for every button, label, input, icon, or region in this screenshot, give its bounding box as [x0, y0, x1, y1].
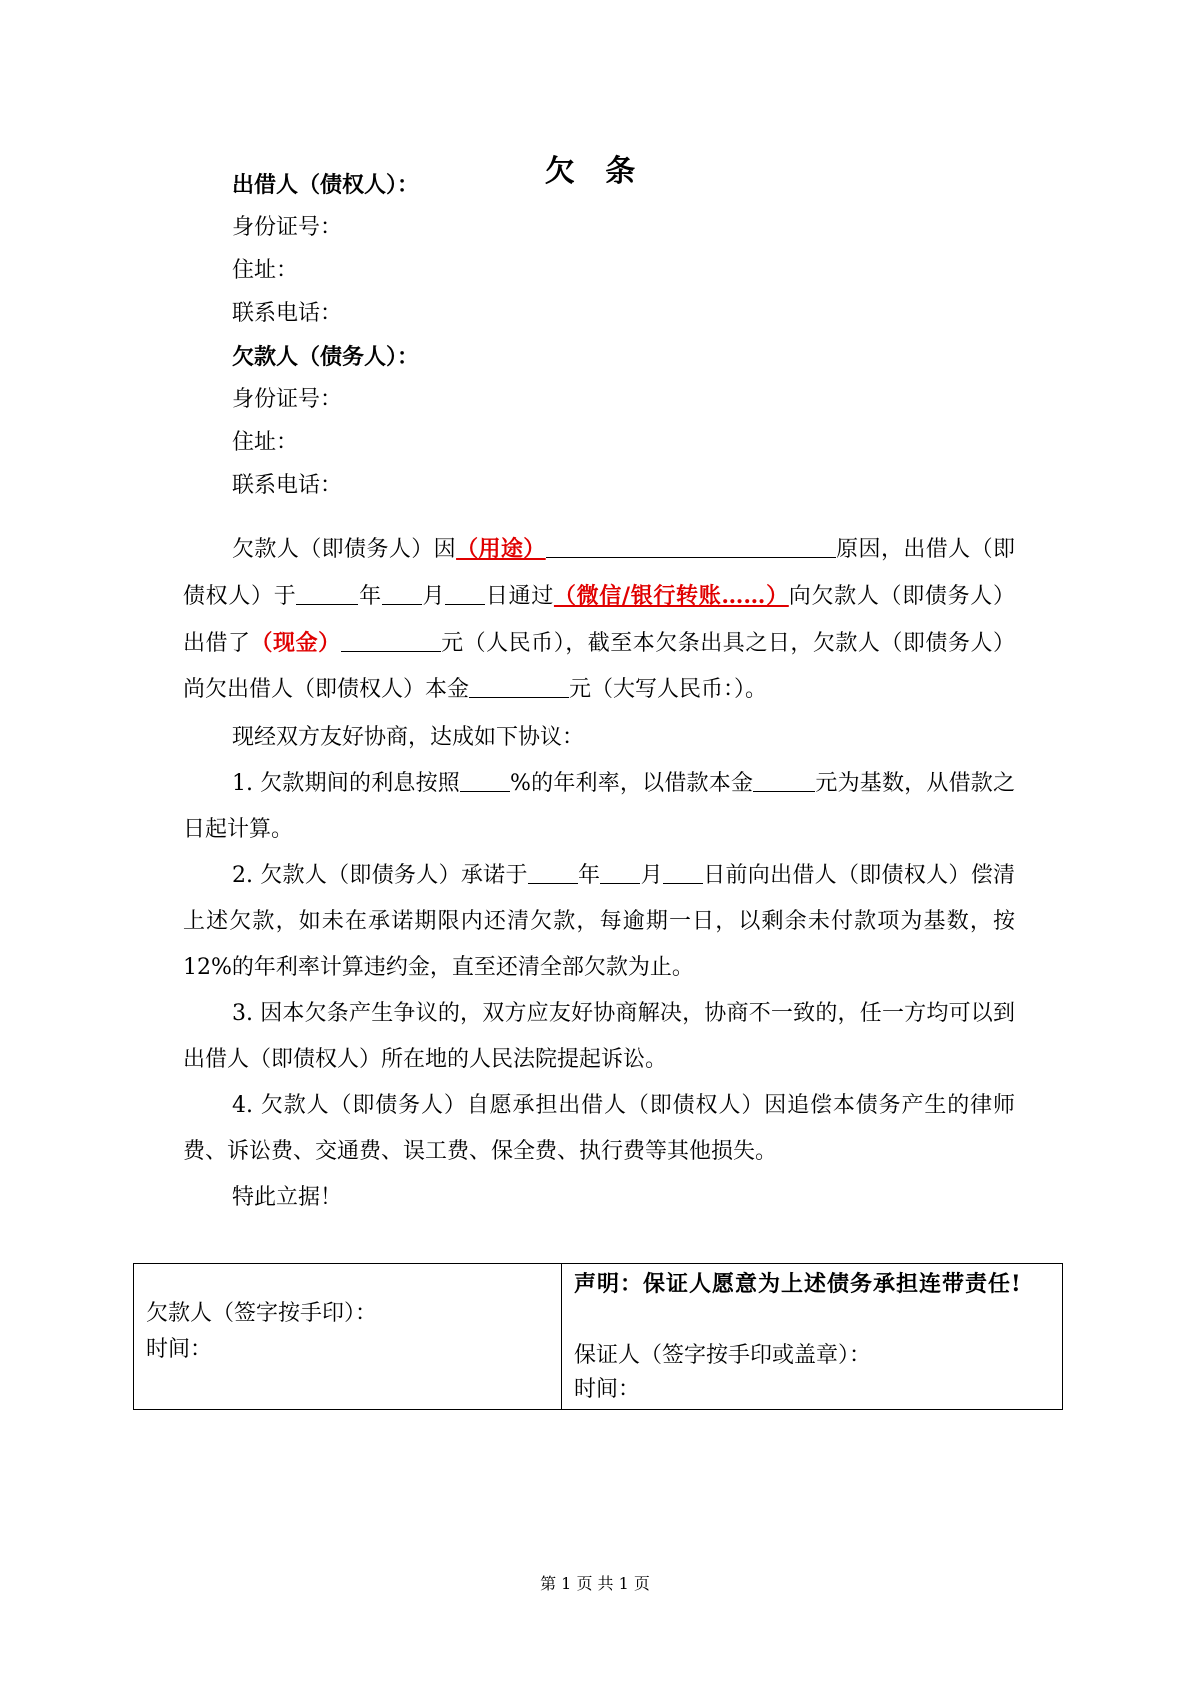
lender-phone-label: 联系电话：	[232, 301, 343, 326]
text-segment: 年	[358, 584, 382, 609]
purpose-placeholder: （用途）	[456, 536, 546, 562]
text-segment: 元为基数，从借款之日起计算。	[183, 771, 1015, 842]
borrower-id-label: 身份证号：	[232, 387, 343, 412]
amount-blank	[341, 627, 441, 652]
text-segment: 日通过	[485, 584, 554, 609]
borrower-address-label: 住址：	[232, 430, 299, 455]
guarantor-time-label: 时间：	[574, 1377, 641, 1402]
text-segment: %的年利率，以借款本金	[510, 771, 754, 796]
agreement-intro: 现经双方友好协商，达成如下协议：	[232, 725, 585, 750]
repay-month-blank	[600, 859, 640, 884]
clause-1	[183, 761, 1015, 853]
borrower-signature-cell	[134, 1264, 562, 1409]
month-blank	[382, 580, 422, 605]
text-segment: 月	[640, 863, 663, 888]
text-segment: 日前向出借人（即债权人）偿清上述欠款，如未在承诺期限内还清欠款，每逾期一日，以剩余未付款项为基数，按 12%的年利率计算违约金，直至还清全部欠款为止。	[183, 863, 1015, 980]
text-segment: 月	[421, 584, 446, 609]
signature-table	[133, 1263, 1063, 1410]
lender-heading: 出借人（债权人）：	[232, 172, 420, 198]
method-placeholder: （微信/银行转账……）	[553, 583, 789, 609]
borrower-time-label: 时间：	[146, 1337, 213, 1362]
text-segment: ）。	[734, 677, 768, 702]
document-title: 欠 条	[544, 154, 646, 189]
document-body	[183, 526, 1015, 1221]
lender-id-label: 身份证号：	[232, 215, 343, 240]
guarantor-declaration: 声明：保证人愿意为上述债务承担连带责任!	[574, 1271, 1022, 1297]
text-segment: 向欠款人（即债务人）出借了	[183, 584, 1015, 656]
loan-paragraph	[183, 526, 1015, 713]
text-segment: 元（大写人民币：	[569, 677, 735, 702]
cash-placeholder: （现金）	[250, 630, 341, 656]
closing-statement: 特此立据！	[232, 1185, 343, 1210]
guarantor-signature-cell	[562, 1264, 1062, 1409]
repay-day-blank	[663, 859, 703, 884]
text-segment: 欠款人（即债务人）因	[232, 537, 457, 562]
lender-address-label: 住址：	[232, 258, 299, 283]
clause-3: 3. 因本欠条产生争议的，双方应友好协商解决，协商不一致的，任一方均可以到出借人（即债权人）所在地的人民法院提起诉讼。	[183, 1001, 1015, 1072]
principal-blank	[469, 673, 569, 698]
day-blank	[445, 580, 485, 605]
rate-blank	[460, 767, 510, 792]
clause-4: 4. 欠款人（即债务人）自愿承担出借人（即债权人）因追偿本债务产生的律师费、诉讼费、交通费、误工费、保全费、执行费等其他损失。	[183, 1093, 1015, 1164]
borrower-signature-label: 欠款人（签字按手印）：	[146, 1301, 378, 1326]
repay-year-blank	[528, 859, 578, 884]
borrower-heading: 欠款人（债务人）：	[232, 344, 420, 370]
text-segment: 2. 欠款人（即债务人）承诺于	[232, 863, 528, 888]
guarantor-signature-label: 保证人（签字按手印或盖章）：	[574, 1343, 872, 1368]
clause-2	[183, 853, 1015, 991]
base-amount-blank	[753, 767, 815, 792]
purpose-blank	[546, 533, 836, 558]
page-footer: 第 1 页 共 1 页	[540, 1574, 650, 1593]
text-segment: 1. 欠款期间的利息按照	[232, 771, 461, 796]
borrower-phone-label: 联系电话：	[232, 473, 343, 498]
text-segment: 年	[577, 863, 601, 888]
text-segment: 元（人民币），截至本欠条出具之日，欠款人（即债务人）尚欠出借人（即债权人）本金	[183, 631, 1015, 702]
year-blank	[296, 580, 358, 605]
text-segment: 原因，出借人（即债权人）于	[183, 537, 1015, 609]
